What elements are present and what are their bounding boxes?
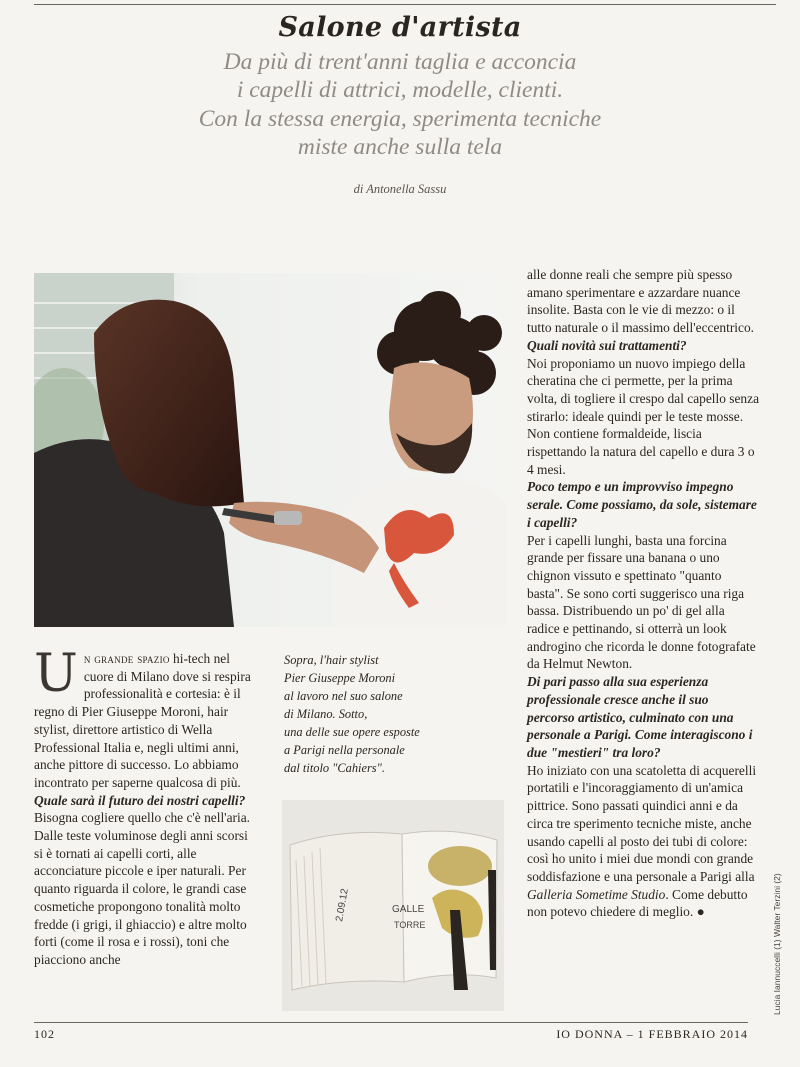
intro-paragraph xyxy=(34,644,260,792)
article-headline: Salone d'artista xyxy=(278,12,522,43)
photo-caption xyxy=(284,651,502,777)
caption-line: Sopra, l'hair stylist xyxy=(284,653,379,667)
question-1: Quale sarà il futuro dei nostri capelli? xyxy=(34,792,246,808)
deck-line: i capelli di attrici, modelle, clienti. xyxy=(236,77,564,104)
top-rule xyxy=(34,4,776,5)
hairstylist-photo xyxy=(34,273,505,627)
caption-line: al lavoro nel suo salone xyxy=(284,689,403,703)
page-number: 102 xyxy=(34,1027,55,1041)
answer-2: Noi proponiamo un nuovo impiego della cheratina che ci permette, per la prima volta, di togliere il crespo dal capello senza stirarlo: ideale quindi per le teste mosse. Non contiene formaldeide, liscia rispettando la natura del capello e dura 3 o 4 mesi. xyxy=(527,355,760,477)
caption-line: una delle sue opere esposte xyxy=(284,725,420,739)
deck-line: Con la stessa energia, sperimenta tecniche xyxy=(198,105,602,132)
answer-4 xyxy=(527,762,759,921)
answer-4-end: . Come debutto non potevo chiedere di meglio. ● xyxy=(527,886,748,920)
question-2: Quali novità sui trattamenti? xyxy=(527,337,687,353)
artwork-handwriting: 2.09.12 xyxy=(334,887,351,923)
question-4: Di pari passo alla sua esperienza professionale cresce anche il suo percorso artistico, culminato con una personale a Parigi. Come interagiscono i due "mestieri" tra loro? xyxy=(527,674,753,760)
article-deck xyxy=(150,48,650,162)
photo-credit-text: Lucia Iannuccelli (1) Walter Terzini (2) xyxy=(772,873,782,1015)
article-column-right xyxy=(527,266,759,921)
answer-1-continued: alle donne reali che sempre più spesso amano sperimentare e azzardare nuance insolite. Basta con le vie di mezzo: o il tutto naturale o il massimo dell'eccentrico. xyxy=(527,267,755,336)
answer-3: Per i capelli lunghi, basta una forcina grande per fissare una banana o uno chignon vissuto e spettinato "quanto basta". Se sono corti suggerisco una riga bassa. Distribuendo un po' di gel alla radice e pettinando, si otterrà un look androgino che ricorda le donne fotografate da Helmut Newton. xyxy=(527,532,756,672)
artwork-handwriting: TORRE xyxy=(394,920,426,930)
deck-line: Da più di trent'anni taglia e acconcia xyxy=(223,49,577,75)
answer-4-start: Ho iniziato con una scatoletta di acquerelli portatili e l'incoraggiamento di un'amica pittrice. Sono passati quindici anni e da circa tre sperimento tecniche miste, anche usando capelli al posto dei tubi di colore: così ho unito i miei due mondi con grande soddisfazione e una personale a Parigi alla xyxy=(527,762,757,884)
artwork-handwriting: GALLE xyxy=(392,904,425,915)
lead-smallcaps: n grande spazio xyxy=(83,651,170,666)
caption-line: a Parigi nella personale xyxy=(284,743,405,757)
article-column-left xyxy=(34,644,260,969)
intro-text: hi-tech nel cuore di Milano dove si respira professionalità e cortesia: è il regno di Pier Giuseppe Moroni, hair stylist, direttore artistico di Wella Professional Italia e, negli ultimi anni, anche pittore di successo. Lo abbiamo incontrato per saperne qualcosa di più. xyxy=(34,651,251,790)
gallery-name: Galleria Sometime Studio xyxy=(527,886,666,902)
issue-folio: IO DONNA – 1 FEBBRAIO 2014 xyxy=(556,1027,748,1041)
photo-credit xyxy=(770,815,784,1015)
bottom-rule xyxy=(34,1022,748,1023)
drop-cap: U xyxy=(34,644,78,704)
answer-1: Bisogna cogliere quello che c'è nell'aria. Dalle teste voluminose degli anni scorsi si è tornati ai capelli corti, alle acconciature piccole e iper naturali. Per quanto riguarda il colore, le grandi case cosmetiche propongono tonalità molto fredde (i grigi, il ghiaccio) e altre molto forti (come il rosa e i rossi), toni che piacciono anche xyxy=(34,810,251,967)
artwork-photo xyxy=(282,800,504,1011)
caption-line: dal titolo "Cahiers". xyxy=(284,761,385,775)
question-3: Poco tempo e un improvviso impegno serale. Come possiamo, da sole, sistemare i capelli? xyxy=(527,479,757,530)
byline: di Antonella Sassu xyxy=(353,182,447,196)
caption-line: di Milano. Sotto, xyxy=(284,707,368,721)
deck-line: miste anche sulla tela xyxy=(297,134,503,161)
caption-line: Pier Giuseppe Moroni xyxy=(284,671,396,685)
